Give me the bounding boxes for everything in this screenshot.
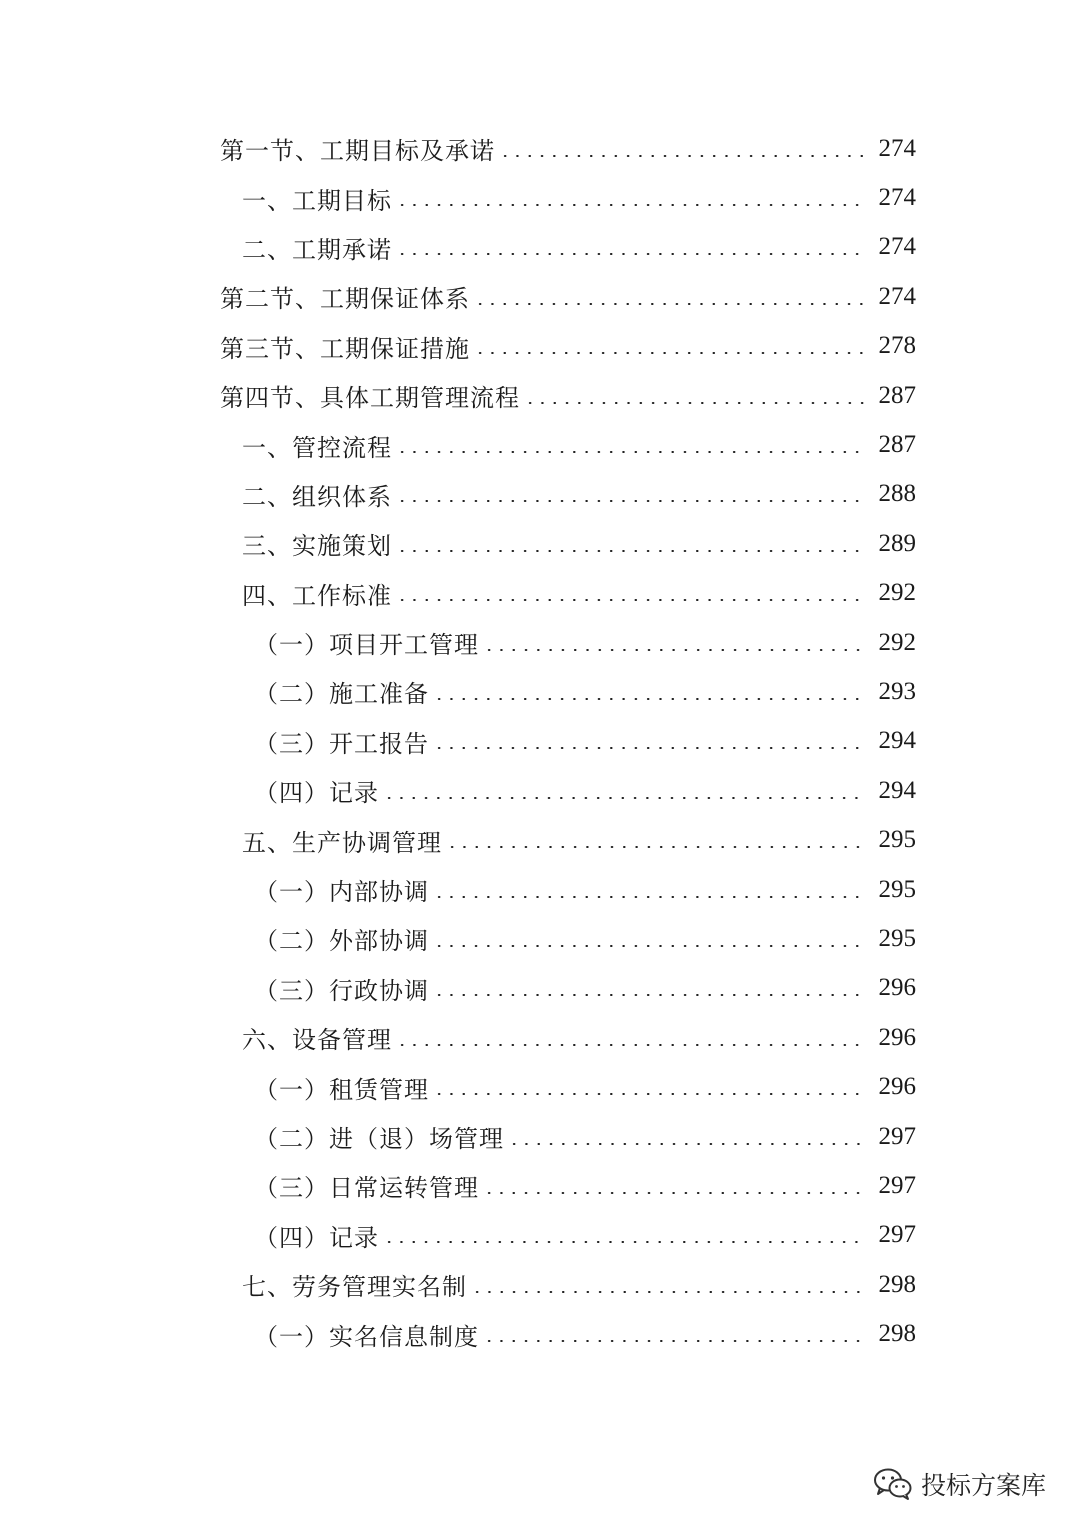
toc-entry-label: 第三节、工期保证措施 <box>220 334 470 363</box>
toc-entry-label: 第二节、工期保证体系 <box>220 285 470 314</box>
watermark <box>873 1466 1046 1502</box>
toc-entry-page: 274 <box>878 282 916 310</box>
toc-entry-page: 294 <box>878 727 916 755</box>
toc-entry-label: （四）记录 <box>254 779 379 808</box>
dot-leader <box>433 945 864 947</box>
toc-entry-page: 274 <box>878 134 916 162</box>
toc-entry-page: 287 <box>878 381 916 409</box>
toc-entry-page: 287 <box>878 431 916 459</box>
toc-entry[interactable] <box>220 371 916 420</box>
toc-entry[interactable] <box>220 420 916 469</box>
toc-entry-label: （三）行政协调 <box>254 976 429 1005</box>
toc-entry-label: 一、管控流程 <box>242 433 392 462</box>
dot-leader <box>508 1143 864 1145</box>
toc-entry-page: 296 <box>878 974 916 1002</box>
watermark-text: 投标方案库 <box>920 1471 1046 1500</box>
toc-entry[interactable] <box>220 914 916 963</box>
toc-entry-label: 三、实施策划 <box>242 532 392 561</box>
dot-leader <box>433 1093 864 1095</box>
toc-entry[interactable] <box>220 272 916 321</box>
toc-entry-page: 293 <box>878 677 916 705</box>
toc-entry[interactable] <box>220 1161 916 1210</box>
toc-entry-page: 295 <box>878 826 916 854</box>
toc-entry-label: （一）内部协调 <box>254 878 429 907</box>
dot-leader <box>446 846 864 848</box>
dot-leader <box>433 896 864 898</box>
toc-entry-page: 297 <box>878 1221 916 1249</box>
toc-entry-label: 一、工期目标 <box>242 186 392 215</box>
toc-entry-page: 289 <box>878 529 916 557</box>
toc-entry[interactable] <box>220 470 916 519</box>
dot-leader <box>524 402 864 404</box>
dot-leader <box>483 649 864 651</box>
toc-entry[interactable] <box>220 173 916 222</box>
dot-leader <box>433 698 864 700</box>
dot-leader <box>433 994 864 996</box>
toc-entry-label: 二、组织体系 <box>242 482 392 511</box>
toc-entry[interactable] <box>220 1013 916 1062</box>
toc-entry-label: 第一节、工期目标及承诺 <box>220 137 495 166</box>
dot-leader <box>396 500 864 502</box>
dot-leader <box>396 253 864 255</box>
toc-entry[interactable] <box>220 223 916 272</box>
toc-entry[interactable] <box>220 1062 916 1111</box>
toc-entry-page: 297 <box>878 1122 916 1150</box>
dot-leader <box>383 797 864 799</box>
toc-entry-page: 295 <box>878 875 916 903</box>
toc-entry[interactable] <box>220 766 916 815</box>
toc-entry[interactable] <box>220 1211 916 1260</box>
dot-leader <box>396 451 864 453</box>
dot-leader <box>483 1192 864 1194</box>
toc-entry-page: 296 <box>878 1073 916 1101</box>
table-of-contents <box>220 124 916 1359</box>
toc-entry-label: （二）进（退）场管理 <box>254 1125 504 1153</box>
toc-entry-label: 二、工期承诺 <box>242 235 392 264</box>
toc-entry-page: 298 <box>878 1270 916 1298</box>
toc-entry-label: 七、劳务管理实名制 <box>242 1273 467 1302</box>
toc-entry[interactable] <box>220 569 916 618</box>
toc-entry-label: 第四节、具体工期管理流程 <box>220 384 520 413</box>
toc-entry[interactable] <box>220 815 916 864</box>
wechat-icon <box>873 1467 913 1501</box>
toc-entry[interactable] <box>220 322 916 371</box>
dot-leader <box>499 155 864 157</box>
toc-entry-page: 274 <box>878 233 916 261</box>
toc-entry-page: 278 <box>878 332 916 360</box>
toc-entry-page: 295 <box>878 924 916 952</box>
toc-entry-label: （一）租赁管理 <box>254 1075 429 1104</box>
toc-entry[interactable] <box>220 717 916 766</box>
dot-leader <box>474 352 864 354</box>
toc-entry-page: 298 <box>878 1320 916 1348</box>
toc-entry-label: （一）项目开工管理 <box>254 631 479 660</box>
toc-entry[interactable] <box>220 964 916 1013</box>
toc-entry-page: 292 <box>878 579 916 607</box>
toc-entry-page: 297 <box>878 1171 916 1199</box>
dot-leader <box>474 303 864 305</box>
toc-entry[interactable] <box>220 519 916 568</box>
toc-entry-label: （一）实名信息制度 <box>254 1322 479 1351</box>
toc-entry-page: 274 <box>878 184 916 212</box>
toc-entry-label: （三）日常运转管理 <box>254 1174 479 1203</box>
dot-leader <box>396 550 864 552</box>
toc-entry[interactable] <box>220 1112 916 1161</box>
dot-leader <box>483 1340 864 1342</box>
toc-entry[interactable] <box>220 618 916 667</box>
toc-entry[interactable] <box>220 124 916 173</box>
toc-entry[interactable] <box>220 667 916 716</box>
toc-entry[interactable] <box>220 1309 916 1358</box>
toc-entry[interactable] <box>220 865 916 914</box>
dot-leader <box>383 1241 864 1243</box>
toc-entry-label: 六、设备管理 <box>242 1026 392 1055</box>
toc-entry-label: （二）外部协调 <box>254 927 429 956</box>
dot-leader <box>396 204 864 206</box>
toc-entry[interactable] <box>220 1260 916 1309</box>
dot-leader <box>396 1044 864 1046</box>
toc-entry-page: 296 <box>878 1023 916 1051</box>
toc-entry-label: （二）施工准备 <box>254 680 429 709</box>
toc-entry-label: 五、生产协调管理 <box>242 828 442 857</box>
toc-entry-page: 294 <box>878 776 916 804</box>
toc-entry-page: 292 <box>878 628 916 656</box>
toc-entry-page: 288 <box>878 480 916 508</box>
toc-entry-label: 四、工作标准 <box>242 581 392 610</box>
toc-entry-label: （四）记录 <box>254 1223 379 1252</box>
dot-leader <box>433 747 864 749</box>
dot-leader <box>396 599 864 601</box>
dot-leader <box>471 1291 864 1293</box>
toc-entry-label: （三）开工报告 <box>254 729 429 758</box>
